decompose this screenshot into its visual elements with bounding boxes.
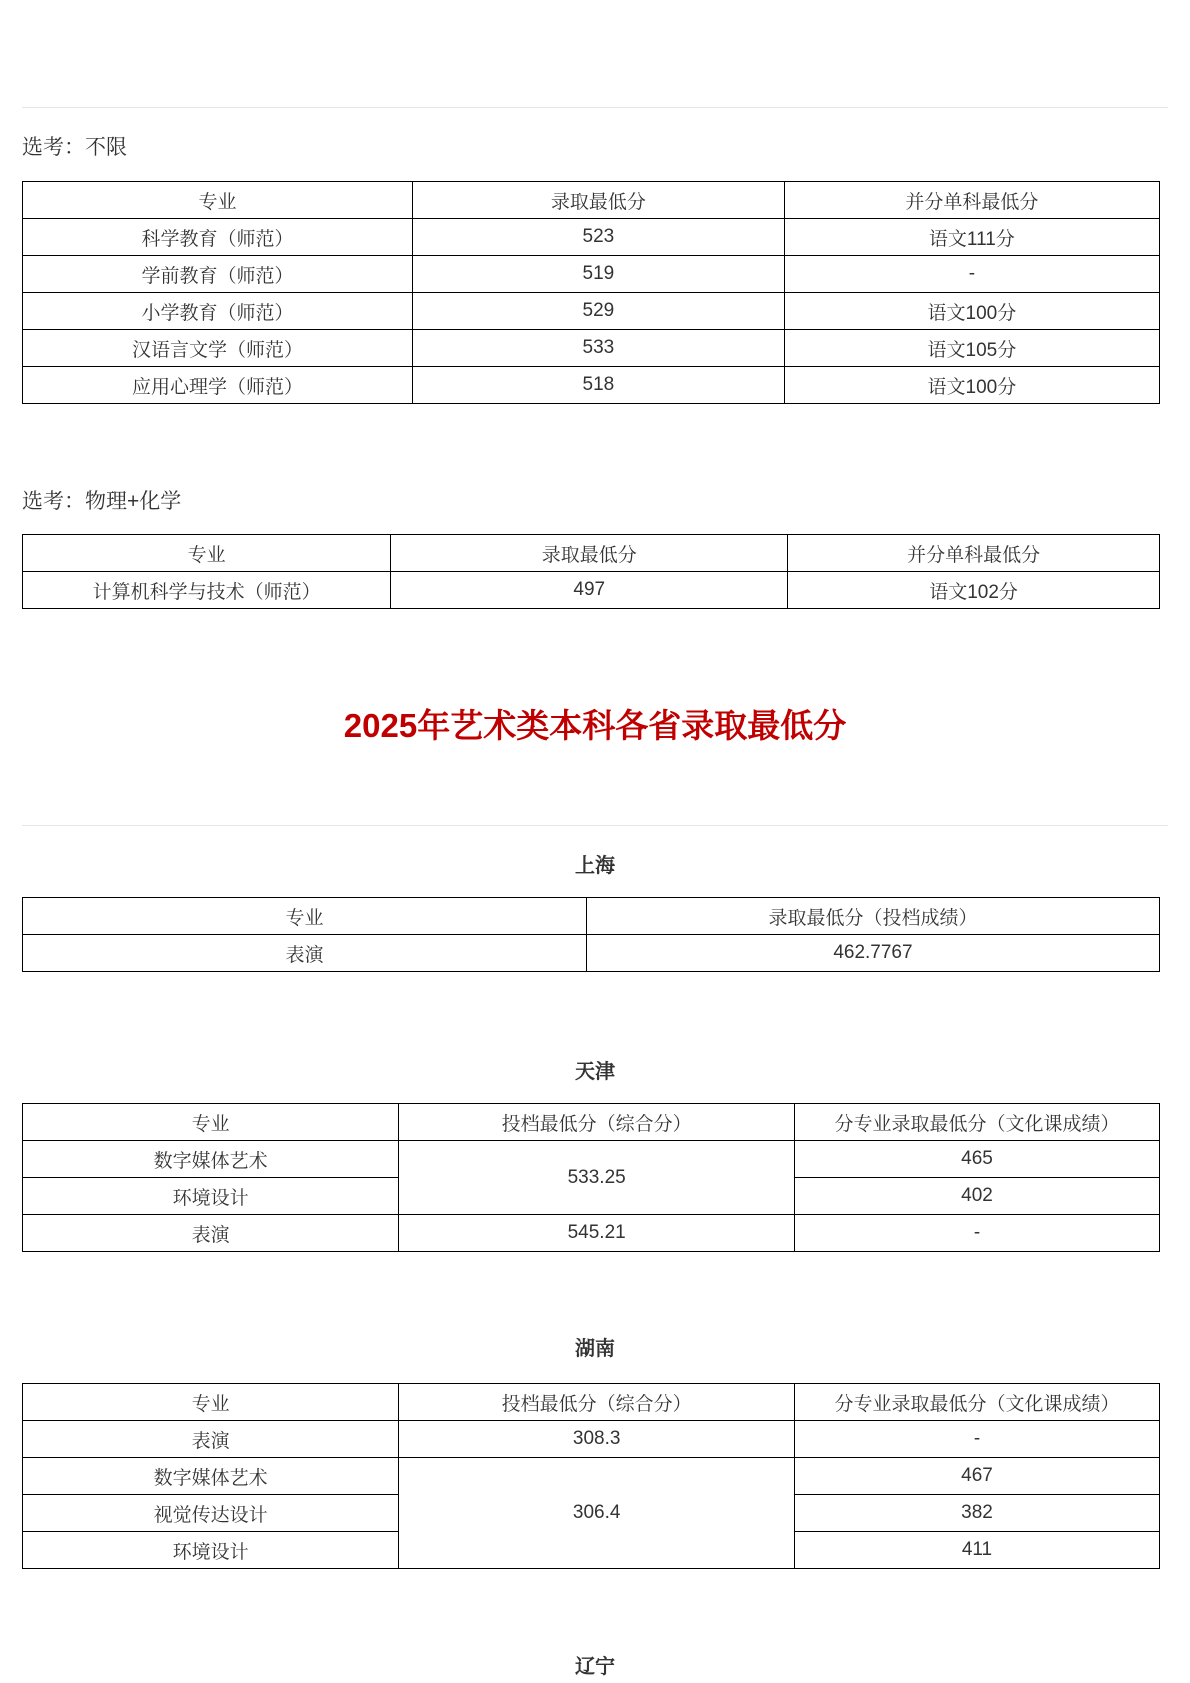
cell-culture-score: - [794, 1421, 1159, 1458]
cell-major: 表演 [23, 1421, 399, 1458]
table-row [23, 572, 1160, 609]
table-row [23, 935, 1160, 972]
table-row [23, 256, 1160, 293]
table-row [23, 1458, 1160, 1495]
cell-min-score: 533 [412, 330, 784, 367]
cell-tiebreak: 语文102分 [788, 572, 1160, 609]
column-header-min-score: 录取最低分（投档成绩） [586, 898, 1159, 935]
province-label-hunan: 湖南 [575, 1338, 615, 1360]
cell-major: 汉语言文学（师范） [23, 330, 413, 367]
cell-file-score-merged: 533.25 [399, 1141, 795, 1215]
scores-table-shanghai [22, 897, 1160, 972]
column-header-major: 专业 [23, 1104, 399, 1141]
section-divider-top [22, 107, 1168, 108]
cell-major: 应用心理学（师范） [23, 367, 413, 404]
table-header-row [23, 535, 1160, 572]
cell-major: 计算机科学与技术（师范） [23, 572, 391, 609]
cell-min-score: 519 [412, 256, 784, 293]
cell-culture-score: 411 [794, 1532, 1159, 1569]
top-spacer [22, 0, 1168, 107]
cell-major: 表演 [23, 1215, 399, 1252]
cell-tiebreak: 语文111分 [784, 219, 1159, 256]
cell-culture-score: 402 [794, 1178, 1159, 1215]
cell-min-score: 523 [412, 219, 784, 256]
scores-table-physchem [22, 534, 1160, 609]
cell-tiebreak: - [784, 256, 1159, 293]
column-header-culture-score: 分专业录取最低分（文化课成绩） [794, 1104, 1159, 1141]
cell-tiebreak: 语文100分 [784, 293, 1159, 330]
cell-major: 数字媒体艺术 [23, 1141, 399, 1178]
scores-table-unlimited [22, 181, 1160, 404]
table-row [23, 330, 1160, 367]
cell-culture-score: 467 [794, 1458, 1159, 1495]
cell-major: 科学教育（师范） [23, 219, 413, 256]
table-header-row [23, 1104, 1160, 1141]
cell-min-score: 497 [391, 572, 788, 609]
column-header-major: 专业 [23, 1384, 399, 1421]
scores-table-hunan [22, 1383, 1160, 1569]
exam-filter-unlimited-label: 选考：不限 [22, 136, 127, 159]
province-label-tianjin: 天津 [575, 1061, 615, 1083]
cell-tiebreak: 语文105分 [784, 330, 1159, 367]
cell-file-score-merged: 306.4 [399, 1458, 795, 1569]
article-page [22, 0, 1168, 1679]
section-divider-art [22, 825, 1168, 826]
table-row [23, 1215, 1160, 1252]
cell-tiebreak: 语文100分 [784, 367, 1159, 404]
cell-major: 环境设计 [23, 1532, 399, 1569]
column-header-min-score: 录取最低分 [412, 182, 784, 219]
table-row [23, 219, 1160, 256]
table-header-row [23, 182, 1160, 219]
cell-culture-score: - [794, 1215, 1159, 1252]
table-row [23, 1141, 1160, 1178]
cell-culture-score: 465 [794, 1141, 1159, 1178]
column-header-major: 专业 [23, 182, 413, 219]
column-header-major: 专业 [23, 898, 587, 935]
table-header-row [23, 898, 1160, 935]
column-header-file-score: 投档最低分（综合分） [399, 1384, 795, 1421]
cell-min-score: 529 [412, 293, 784, 330]
cell-file-score: 308.3 [399, 1421, 795, 1458]
column-header-min-score: 录取最低分 [391, 535, 788, 572]
cell-major: 视觉传达设计 [23, 1495, 399, 1532]
cell-major: 表演 [23, 935, 587, 972]
column-header-tiebreak: 并分单科最低分 [784, 182, 1159, 219]
exam-filter-physchem-label: 选考：物理+化学 [22, 490, 182, 513]
cell-major: 学前教育（师范） [23, 256, 413, 293]
table-header-row [23, 1384, 1160, 1421]
cell-min-score: 518 [412, 367, 784, 404]
table-row [23, 367, 1160, 404]
table-row [23, 293, 1160, 330]
province-label-liaoning: 辽宁 [575, 1656, 615, 1678]
cell-min-score: 462.7767 [586, 935, 1159, 972]
column-header-culture-score: 分专业录取最低分（文化课成绩） [794, 1384, 1159, 1421]
cell-major: 环境设计 [23, 1178, 399, 1215]
cell-file-score: 545.21 [399, 1215, 795, 1252]
column-header-major: 专业 [23, 535, 391, 572]
column-header-tiebreak: 并分单科最低分 [788, 535, 1160, 572]
column-header-file-score: 投档最低分（综合分） [399, 1104, 795, 1141]
cell-major: 数字媒体艺术 [23, 1458, 399, 1495]
table-row [23, 1421, 1160, 1458]
page-title: 2025年艺术类本科各省录取最低分 [343, 707, 847, 744]
scores-table-tianjin [22, 1103, 1160, 1252]
cell-culture-score: 382 [794, 1495, 1159, 1532]
province-label-shanghai: 上海 [575, 855, 615, 877]
cell-major: 小学教育（师范） [23, 293, 413, 330]
